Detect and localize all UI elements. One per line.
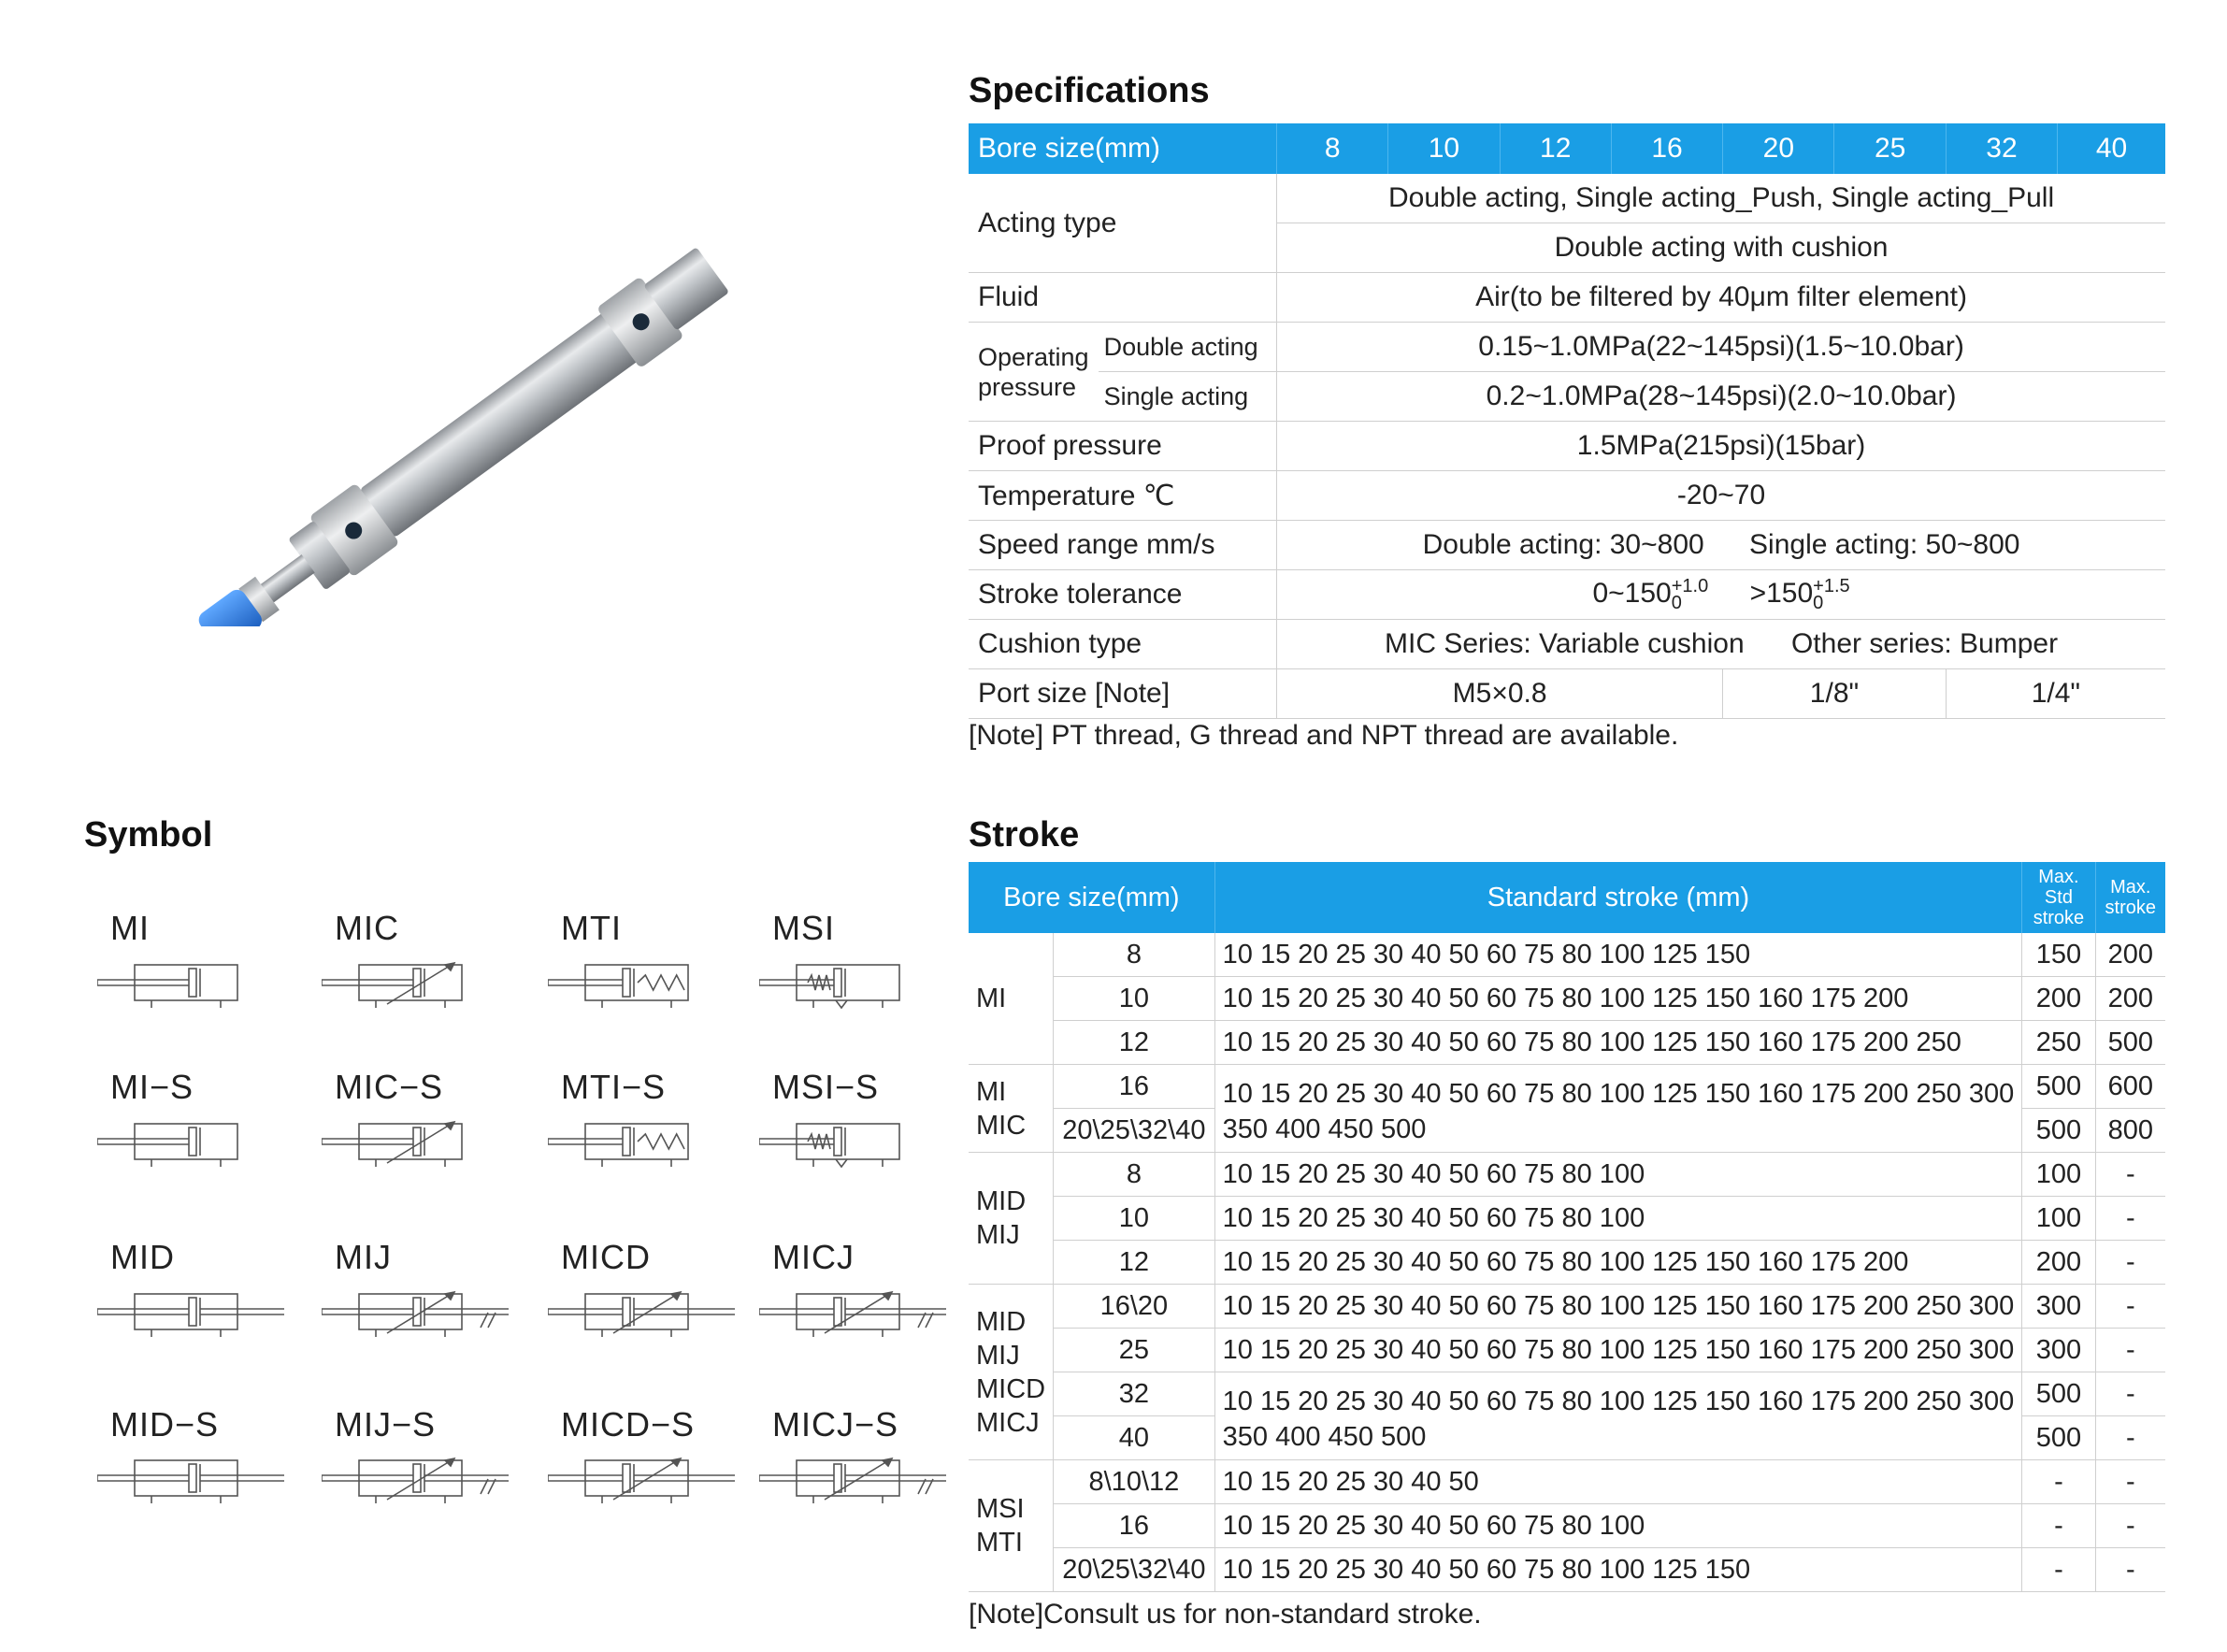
header-line: stroke	[2033, 908, 2085, 928]
spec-label: Proof pressure	[969, 422, 1277, 471]
cylinder-symbol-icon	[759, 1281, 946, 1351]
spec-value	[1277, 570, 2165, 620]
stroke-max: 500	[2095, 1021, 2165, 1065]
cylinder-symbol-icon	[322, 1111, 509, 1181]
stroke-standard	[1214, 1065, 2022, 1153]
series-name: MID	[976, 1186, 1027, 1216]
stroke-series	[969, 1065, 1054, 1153]
header-line: Max. Std	[2038, 867, 2079, 908]
spec-row-cushion-type	[969, 620, 2165, 669]
cylinder-symbol-icon	[97, 1281, 284, 1351]
stroke-max-std: 200	[2022, 977, 2095, 1021]
stroke-max: 200	[2095, 977, 2165, 1021]
tolerance-range: 0~150	[1592, 577, 1672, 609]
spec-row-proof-pressure	[969, 422, 2165, 471]
stroke-series	[969, 1153, 1054, 1285]
spec-row-operating-pressure-double	[969, 323, 2165, 372]
stroke-bore: 8	[1054, 1153, 1215, 1197]
stroke-max: 800	[2095, 1109, 2165, 1153]
symbol-label: MID−S	[110, 1405, 220, 1444]
stroke-header-standard: Standard stroke (mm)	[1214, 862, 2022, 933]
stroke-row	[969, 1285, 2165, 1329]
stroke-max-std: 500	[2022, 1109, 2095, 1153]
cushion-mic: MIC Series: Variable cushion	[1385, 628, 1745, 659]
cylinder-symbol-icon	[97, 952, 284, 1022]
series-name: MICJ	[976, 1407, 1040, 1438]
stroke-standard: 10 15 20 25 30 40 50 60 75 80 100 125 150 160 175 200 250	[1214, 1021, 2022, 1065]
series-name: MIJ	[976, 1340, 1020, 1371]
bore-size: 12	[1500, 123, 1611, 174]
symbol-label: MI	[110, 909, 150, 947]
tolerance-upper: +1.0	[1671, 576, 1709, 597]
series-name: MIC	[976, 1110, 1027, 1141]
series-name: MI	[976, 984, 1007, 1013]
cylinder-symbol-icon	[548, 952, 735, 1022]
stroke-series	[969, 1460, 1054, 1592]
stroke-max: 600	[2095, 1065, 2165, 1109]
symbol-label: MIC	[335, 909, 399, 947]
symbol-label: MICJ	[772, 1238, 855, 1276]
spec-value: 1/8"	[1723, 669, 1947, 719]
header-line: stroke	[2105, 898, 2157, 918]
bore-size: 8	[1277, 123, 1388, 174]
stroke-max-std: 100	[2022, 1197, 2095, 1241]
symbol-label: MTI	[561, 909, 622, 947]
cylinder-symbol-icon	[548, 1281, 735, 1351]
stroke-standard: 10 15 20 25 30 40 50 60 75 80 100 125 150 160 175 200 250 300	[1214, 1329, 2022, 1372]
stroke-row	[969, 1021, 2165, 1065]
symbol-title: Symbol	[84, 815, 213, 855]
spec-value: Double acting, Single acting_Push, Single acting_Pull	[1277, 174, 2165, 223]
stroke-bore: 8\10\12	[1054, 1460, 1215, 1504]
spec-header-label: Bore size(mm)	[969, 123, 1277, 174]
stroke-row	[969, 1504, 2165, 1548]
stroke-bore: 16	[1054, 1065, 1215, 1109]
stroke-max-std: -	[2022, 1548, 2095, 1592]
stroke-row	[969, 1548, 2165, 1592]
tolerance-lower: 0	[1671, 593, 1682, 614]
stroke-bore: 8	[1054, 933, 1215, 977]
stroke-max: -	[2095, 1285, 2165, 1329]
bore-size: 16	[1611, 123, 1722, 174]
stroke-standard: 10 15 20 25 30 40 50 60 75 80 100 125 150 160 175 200	[1214, 977, 2022, 1021]
symbol-label: MTI−S	[561, 1068, 667, 1106]
speed-single: Single acting: 50~800	[1749, 529, 2020, 560]
spec-label: Cushion type	[969, 620, 1277, 669]
symbol-label: MICD−S	[561, 1405, 696, 1444]
stroke-row	[969, 1241, 2165, 1285]
stroke-bore: 40	[1054, 1416, 1215, 1460]
stroke-header-max	[2095, 862, 2165, 933]
stroke-header-max-std	[2022, 862, 2095, 933]
stroke-max: -	[2095, 1241, 2165, 1285]
stroke-max-std: -	[2022, 1504, 2095, 1548]
stroke-max-std: 300	[2022, 1329, 2095, 1372]
stroke-series	[969, 933, 1054, 1065]
speed-double: Double acting: 30~800	[1422, 529, 1704, 560]
stroke-bore: 16\20	[1054, 1285, 1215, 1329]
stroke-max-std: 500	[2022, 1416, 2095, 1460]
series-name: MI	[976, 1076, 1007, 1107]
stroke-max: -	[2095, 1548, 2165, 1592]
stroke-row	[969, 977, 2165, 1021]
series-name: MSI	[976, 1494, 1025, 1524]
stroke-bore: 32	[1054, 1372, 1215, 1416]
stroke-standard: 10 15 20 25 30 40 50 60 75 80 100 125 150 160 175 200 250 300	[1214, 1285, 2022, 1329]
stroke-max-std: 250	[2022, 1021, 2095, 1065]
product-image-pneumatic-cylinder	[178, 215, 832, 626]
cylinder-symbol-icon	[322, 1281, 509, 1351]
tolerance-upper: +1.5	[1813, 576, 1850, 597]
stroke-bore: 12	[1054, 1021, 1215, 1065]
cylinder-symbol-icon	[548, 1111, 735, 1181]
specifications-title: Specifications	[969, 71, 1210, 110]
spec-sublabel: Single acting	[1099, 372, 1277, 422]
stroke-max-std: 100	[2022, 1153, 2095, 1197]
stroke-row	[969, 1197, 2165, 1241]
spec-label: Speed range mm/s	[969, 521, 1277, 570]
symbol-label: MICJ−S	[772, 1405, 899, 1444]
stroke-standard: 10 15 20 25 30 40 50	[1214, 1460, 2022, 1504]
symbol-label: MSI	[772, 909, 836, 947]
tolerance-value	[1749, 576, 1850, 614]
stroke-max-std: 300	[2022, 1285, 2095, 1329]
spec-value: Double acting with cushion	[1277, 223, 2165, 273]
symbol-label: MIJ	[335, 1238, 392, 1276]
spec-row-stroke-tolerance	[969, 570, 2165, 620]
series-name: MIJ	[976, 1220, 1020, 1250]
cylinder-symbol-icon	[97, 1111, 284, 1181]
stroke-row	[969, 933, 2165, 977]
stroke-max: -	[2095, 1460, 2165, 1504]
standard-line: 350 400 450 500	[1222, 1114, 1427, 1144]
bore-size: 10	[1388, 123, 1500, 174]
symbol-label: MICD	[561, 1238, 651, 1276]
series-name: MTI	[976, 1528, 1023, 1558]
stroke-row	[969, 1065, 2165, 1109]
spec-value	[1277, 620, 2165, 669]
stroke-standard: 10 15 20 25 30 40 50 60 75 80 100 125 150	[1214, 933, 2022, 977]
stroke-max: -	[2095, 1416, 2165, 1460]
series-name: MICD	[976, 1373, 1046, 1404]
spec-label-operating-pressure	[969, 323, 1099, 422]
stroke-max: -	[2095, 1329, 2165, 1372]
spec-label: Temperature ℃	[969, 471, 1277, 521]
spec-value: -20~70	[1277, 471, 2165, 521]
spec-label: Acting type	[969, 174, 1277, 273]
header-line: Max.	[2110, 877, 2151, 898]
stroke-max-std: 150	[2022, 933, 2095, 977]
specifications-note: [Note] PT thread, G thread and NPT thread are available.	[969, 720, 1679, 751]
spec-label-line: pressure	[978, 372, 1077, 401]
spec-value: 1/4"	[1946, 669, 2165, 719]
spec-row-speed-range	[969, 521, 2165, 570]
stroke-note: [Note]Consult us for non-standard stroke.	[969, 1599, 1482, 1630]
cushion-other: Other series: Bumper	[1790, 628, 2059, 659]
stroke-title: Stroke	[969, 815, 1080, 855]
bore-size: 40	[2058, 123, 2165, 174]
bore-size: 32	[1946, 123, 2057, 174]
stroke-row	[969, 1460, 2165, 1504]
standard-line: 10 15 20 25 30 40 50 60 75 80 100 125 150 160 175 200 250 300	[1222, 1386, 2015, 1416]
cylinder-symbol-icon	[759, 1111, 946, 1181]
spec-label: Stroke tolerance	[969, 570, 1277, 620]
stroke-bore: 20\25\32\40	[1054, 1109, 1215, 1153]
spec-value: 0.15~1.0MPa(22~145psi)(1.5~10.0bar)	[1277, 323, 2165, 372]
stroke-bore: 16	[1054, 1504, 1215, 1548]
spec-value	[1277, 521, 2165, 570]
stroke-max-std: 200	[2022, 1241, 2095, 1285]
symbol-label: MSI−S	[772, 1068, 880, 1106]
stroke-bore: 10	[1054, 977, 1215, 1021]
stroke-standard: 10 15 20 25 30 40 50 60 75 80 100	[1214, 1197, 2022, 1241]
symbol-label: MID	[110, 1238, 175, 1276]
stroke-bore: 20\25\32\40	[1054, 1548, 1215, 1592]
stroke-standard: 10 15 20 25 30 40 50 60 75 80 100 125 150 160 175 200	[1214, 1241, 2022, 1285]
stroke-max-std: 500	[2022, 1372, 2095, 1416]
spec-row-acting-type	[969, 174, 2165, 223]
cylinder-symbol-icon	[759, 952, 946, 1022]
stroke-standard	[1214, 1372, 2022, 1460]
stroke-max: 200	[2095, 933, 2165, 977]
stroke-max-std: 500	[2022, 1065, 2095, 1109]
standard-line: 350 400 450 500	[1222, 1422, 1427, 1452]
stroke-max: -	[2095, 1504, 2165, 1548]
spec-header-row	[969, 123, 2165, 174]
spec-value: Air(to be filtered by 40μm filter element)	[1277, 273, 2165, 323]
stroke-max: -	[2095, 1372, 2165, 1416]
stroke-standard: 10 15 20 25 30 40 50 60 75 80 100	[1214, 1153, 2022, 1197]
stroke-row	[969, 1329, 2165, 1372]
stroke-header-row	[969, 862, 2165, 933]
tolerance-lower: 0	[1813, 593, 1824, 614]
stroke-bore: 10	[1054, 1197, 1215, 1241]
symbol-label: MIJ−S	[335, 1405, 437, 1444]
spec-sublabel: Double acting	[1099, 323, 1277, 372]
stroke-standard: 10 15 20 25 30 40 50 60 75 80 100 125 150	[1214, 1548, 2022, 1592]
cylinder-symbol-icon	[548, 1447, 735, 1517]
symbol-label: MIC−S	[335, 1068, 444, 1106]
bore-size: 25	[1834, 123, 1946, 174]
spec-label-line: Operating	[978, 342, 1089, 371]
stroke-table	[969, 862, 2165, 1592]
spec-label: Port size [Note]	[969, 669, 1277, 719]
tolerance-range: >150	[1749, 577, 1814, 609]
stroke-series	[969, 1285, 1054, 1460]
cylinder-symbol-icon	[97, 1447, 284, 1517]
stroke-standard: 10 15 20 25 30 40 50 60 75 80 100	[1214, 1504, 2022, 1548]
spec-value: M5×0.8	[1277, 669, 1723, 719]
stroke-row	[969, 1372, 2165, 1416]
cylinder-symbol-icon	[759, 1447, 946, 1517]
spec-row-port-size	[969, 669, 2165, 719]
stroke-bore: 12	[1054, 1241, 1215, 1285]
stroke-max: -	[2095, 1197, 2165, 1241]
cylinder-symbol-icon	[322, 952, 509, 1022]
tolerance-value	[1592, 576, 1716, 614]
symbol-label: MI−S	[110, 1068, 194, 1106]
stroke-header-bore: Bore size(mm)	[969, 862, 1214, 933]
stroke-max: -	[2095, 1153, 2165, 1197]
spec-row-fluid	[969, 273, 2165, 323]
specifications-table	[969, 123, 2165, 719]
spec-row-operating-pressure-single	[969, 372, 2165, 422]
series-name: MID	[976, 1306, 1027, 1337]
spec-value: 1.5MPa(215psi)(15bar)	[1277, 422, 2165, 471]
bore-size: 20	[1723, 123, 1834, 174]
cylinder-symbol-icon	[322, 1447, 509, 1517]
standard-line: 10 15 20 25 30 40 50 60 75 80 100 125 150 160 175 200 250 300	[1222, 1079, 2015, 1109]
spec-row-temperature	[969, 471, 2165, 521]
spec-label: Fluid	[969, 273, 1277, 323]
stroke-max-std: -	[2022, 1460, 2095, 1504]
spec-value: 0.2~1.0MPa(28~145psi)(2.0~10.0bar)	[1277, 372, 2165, 422]
stroke-row	[969, 1153, 2165, 1197]
stroke-bore: 25	[1054, 1329, 1215, 1372]
